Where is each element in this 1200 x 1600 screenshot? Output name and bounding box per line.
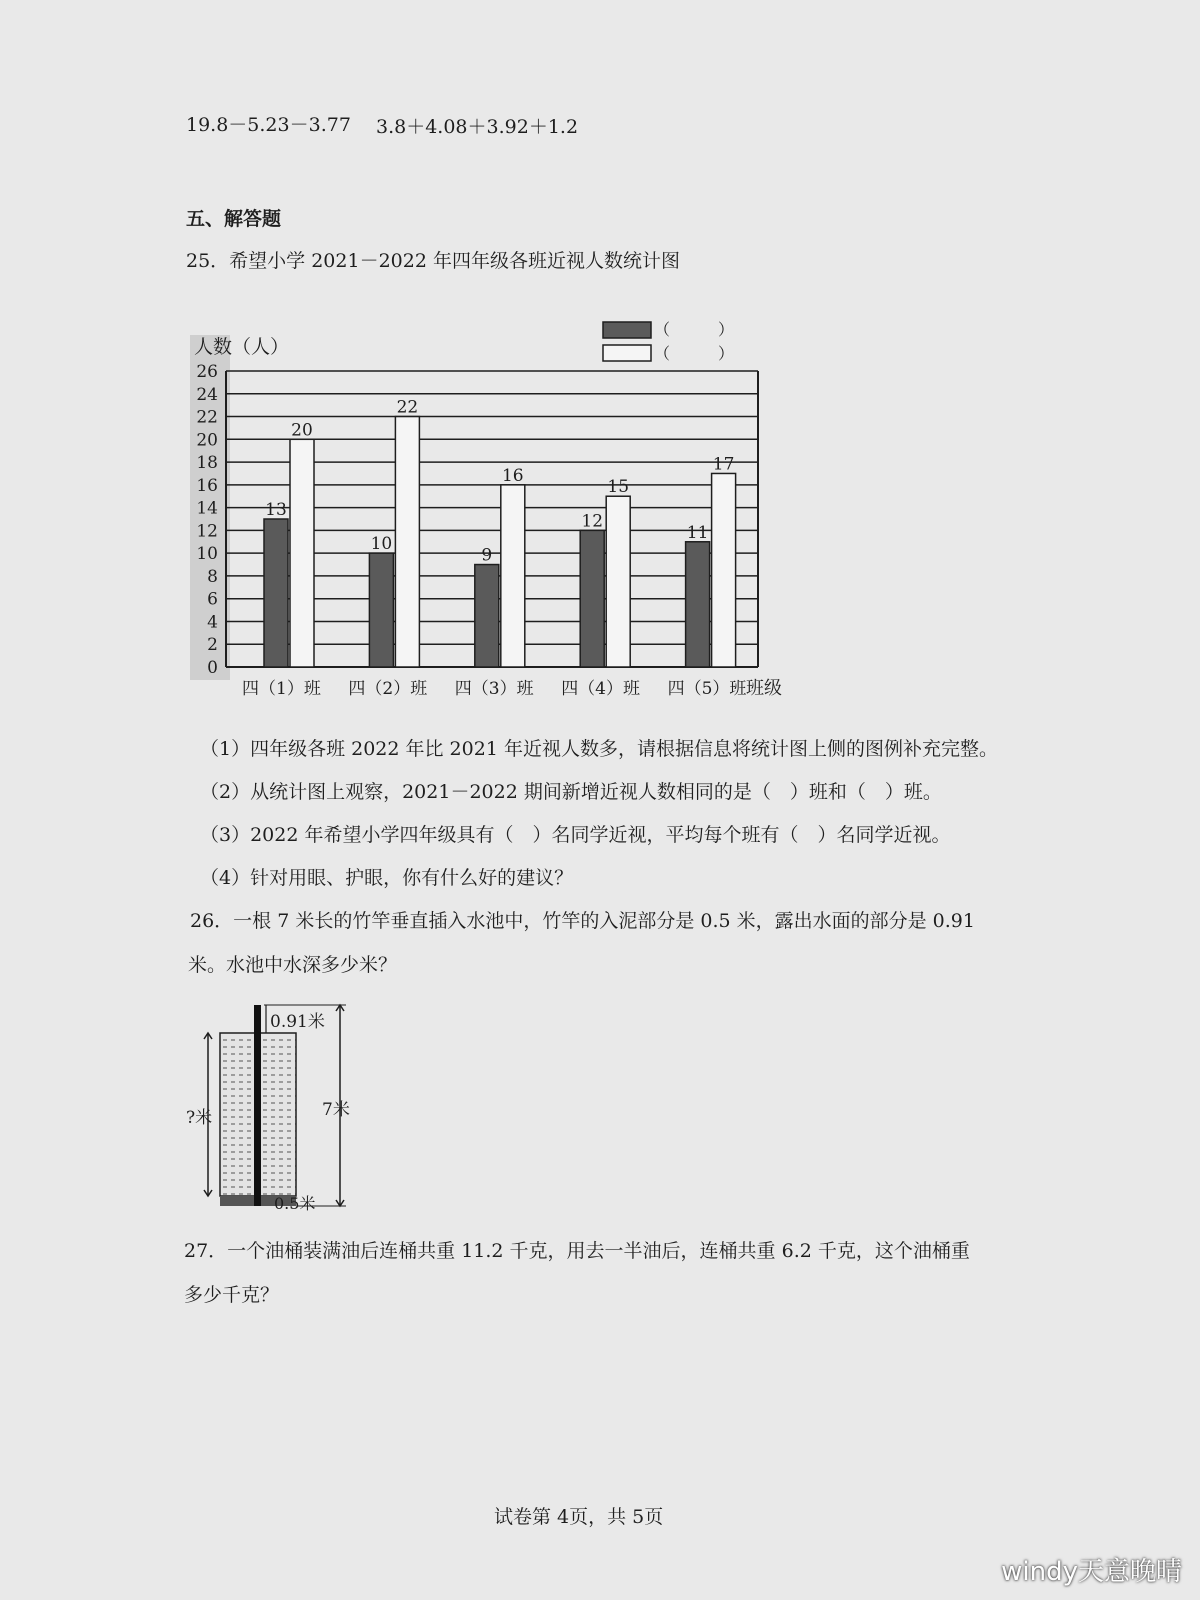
bar-data-label: 12 bbox=[581, 511, 604, 532]
watermark: windy天意晚晴 bbox=[1001, 1557, 1182, 1587]
q25-sub2: （2）从统计图上观察，2021－2022 期间新增近视人数相同的是（ ）班和（ ）班。 bbox=[200, 781, 942, 803]
q25-sub1: （1）四年级各班 2022 年比 2021 年近视人数多，请根据信息将统计图上侧的图例补充完整。 bbox=[200, 738, 998, 760]
y-tick-label: 16 bbox=[196, 475, 218, 496]
bar bbox=[395, 417, 419, 667]
bar-data-label: 11 bbox=[686, 522, 709, 543]
myopia-bar-chart bbox=[190, 315, 800, 705]
bars bbox=[264, 398, 736, 667]
x-tick-label: 四（3）班 bbox=[454, 679, 534, 699]
expression-2: 3.8＋4.08＋3.92＋1.2 bbox=[376, 116, 579, 138]
bar bbox=[606, 496, 630, 667]
section-title: 五、解答题 bbox=[186, 208, 282, 230]
bar bbox=[686, 542, 710, 667]
y-tick-label: 10 bbox=[196, 544, 218, 565]
q25-title: 25．希望小学 2021－2022 年四年级各班近视人数统计图 bbox=[186, 250, 680, 272]
bar-data-label: 13 bbox=[265, 500, 287, 520]
y-axis-label: 人数（人） bbox=[194, 336, 290, 358]
y-tick-label: 12 bbox=[196, 521, 218, 542]
bar-data-label: 10 bbox=[370, 534, 393, 555]
y-tick-label: 22 bbox=[196, 407, 218, 428]
y-tick-label: 14 bbox=[196, 498, 218, 519]
y-tick-label: 8 bbox=[207, 566, 218, 587]
x-tick-label: 四（1）班 bbox=[242, 679, 321, 699]
bar bbox=[712, 473, 736, 667]
bar bbox=[501, 485, 525, 667]
y-tick-label: 24 bbox=[196, 384, 218, 405]
q27-line1: 27．一个油桶装满油后连桶共重 11.2 千克，用去一半油后，连桶共重 6.2 千克，这个油桶重 bbox=[184, 1240, 970, 1262]
y-tick-label: 4 bbox=[207, 612, 218, 633]
q26-line1: 26．一根 7 米长的竹竿垂直插入水池中，竹竿的入泥部分是 0.5 米，露出水面的部分是 0.91 bbox=[190, 910, 975, 932]
bar-data-label: 9 bbox=[481, 545, 493, 566]
legend-swatch-2022 bbox=[603, 345, 651, 361]
y-tick-label: 20 bbox=[196, 430, 218, 451]
legend-label-1: （ ） bbox=[654, 320, 735, 339]
label-mud: 0.5米 bbox=[274, 1194, 316, 1213]
label-top: 0.91米 bbox=[270, 1012, 325, 1032]
bar-data-label: 16 bbox=[501, 465, 524, 486]
bar-data-label: 22 bbox=[396, 397, 419, 418]
expression-1: 19.8－5.23－3.77 bbox=[186, 114, 351, 136]
bamboo-pole bbox=[254, 1005, 261, 1206]
bar bbox=[264, 519, 288, 667]
legend-swatch-2021 bbox=[603, 322, 651, 338]
x-tick-labels bbox=[242, 679, 746, 699]
q25-sub4: （4）针对用眼、护眼，你有什么好的建议？ bbox=[200, 867, 574, 889]
label-depth: ?米 bbox=[186, 1108, 213, 1128]
bar bbox=[290, 439, 314, 667]
y-tick-label: 2 bbox=[207, 635, 218, 656]
bar-data-label: 15 bbox=[607, 477, 630, 498]
y-tick-label: 26 bbox=[196, 362, 218, 382]
y-tick-label: 18 bbox=[196, 453, 218, 474]
x-axis-label: 班级 bbox=[746, 678, 782, 699]
bar bbox=[580, 530, 604, 667]
q26-line2: 米。水池中水深多少米？ bbox=[188, 954, 398, 976]
label-total: 7米 bbox=[322, 1100, 350, 1120]
legend bbox=[603, 320, 734, 363]
y-tick-label: 0 bbox=[207, 658, 218, 678]
q27-line2: 多少千克？ bbox=[184, 1284, 280, 1306]
pond-diagram bbox=[186, 1012, 390, 1230]
bar bbox=[369, 553, 393, 667]
bar bbox=[475, 565, 499, 667]
x-tick-label: 四（2）班 bbox=[348, 679, 428, 699]
y-tick-label: 6 bbox=[207, 589, 218, 610]
bar-data-label: 17 bbox=[712, 454, 735, 475]
q25-sub3: （3）2022 年希望小学四年级具有（ ）名同学近视，平均每个班有（ ）名同学近视。 bbox=[200, 824, 951, 846]
bar-data-label: 20 bbox=[291, 420, 313, 441]
page-footer: 试卷第 4页，共 5页 bbox=[494, 1506, 664, 1528]
legend-label-2: （ ） bbox=[654, 344, 735, 363]
x-tick-label: 四（5）班 bbox=[667, 679, 747, 699]
x-tick-label: 四（4）班 bbox=[561, 679, 641, 699]
